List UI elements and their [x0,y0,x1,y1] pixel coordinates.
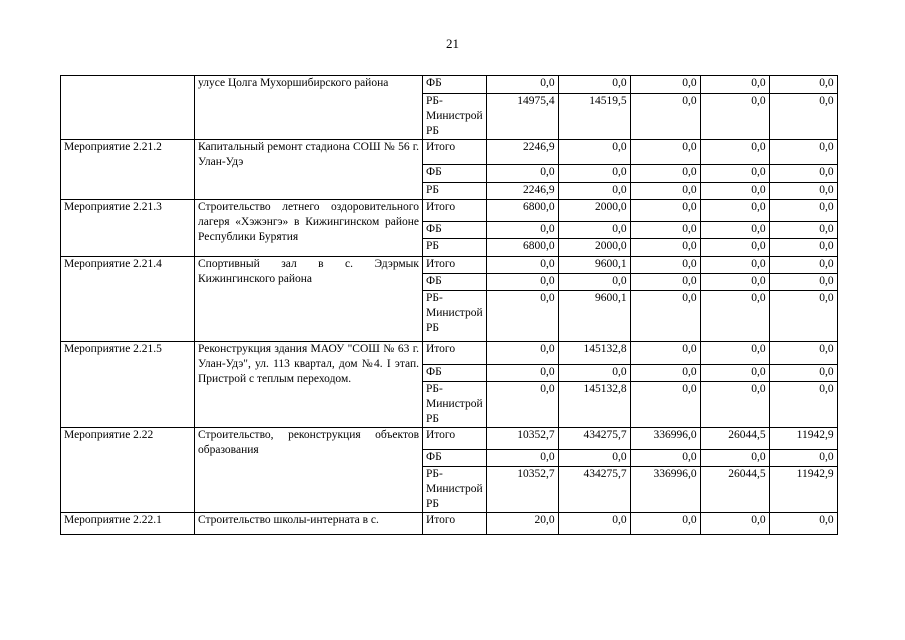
funding-source-cell: ФБ [423,274,487,291]
amount-cell: 2246,9 [486,140,558,165]
funding-source-cell: РБ-Министрой РБ [423,94,487,140]
amount-cell: 0,0 [700,274,769,291]
amount-cell: 0,0 [769,165,837,183]
amount-cell: 0,0 [769,365,837,382]
amount-cell: 0,0 [700,222,769,239]
amount-cell: 0,0 [486,76,558,94]
table-row [61,513,838,535]
amount-cell: 0,0 [486,274,558,291]
amount-cell: 0,0 [769,183,837,200]
amount-cell: 26044,5 [700,467,769,513]
amount-cell: 10352,7 [486,467,558,513]
amount-cell: 0,0 [700,165,769,183]
amount-cell: 0,0 [630,165,700,183]
measure-description-cell: Реконструкция здания МАОУ "СОШ № 63 г. Улан-Удэ", ул. 113 квартал, дом №4. I этап. Пристрой с теплым переходом. [195,342,423,428]
table-row [61,428,838,450]
amount-cell: 0,0 [558,513,630,535]
amount-cell: 14519,5 [558,94,630,140]
funding-source-cell: Итого [423,342,487,365]
amount-cell: 0,0 [769,257,837,274]
funding-source-cell: Итого [423,200,487,222]
measure-id-cell: Мероприятие 2.22 [61,428,195,513]
amount-cell: 6800,0 [486,200,558,222]
amount-cell: 6800,0 [486,239,558,257]
amount-cell: 336996,0 [630,428,700,450]
amount-cell: 0,0 [700,291,769,342]
amount-cell: 0,0 [558,140,630,165]
amount-cell: 434275,7 [558,467,630,513]
amount-cell: 0,0 [769,239,837,257]
amount-cell: 145132,8 [558,342,630,365]
amount-cell: 9600,1 [558,257,630,274]
amount-cell: 0,0 [630,291,700,342]
table-row [61,140,838,165]
amount-cell: 0,0 [769,291,837,342]
amount-cell: 0,0 [700,450,769,467]
funding-source-cell: ФБ [423,165,487,183]
amount-cell: 0,0 [769,382,837,428]
amount-cell: 0,0 [486,450,558,467]
amount-cell: 0,0 [700,382,769,428]
amount-cell: 0,0 [558,183,630,200]
amount-cell: 0,0 [486,257,558,274]
table-row [61,76,838,94]
amount-cell: 0,0 [769,94,837,140]
amount-cell: 0,0 [769,342,837,365]
amount-cell: 0,0 [630,200,700,222]
measure-id-cell: Мероприятие 2.21.3 [61,200,195,257]
measure-description-cell: Строительство летнего оздоровительного лагеря «Хэжэнгэ» в Кижингинском районе Республики Бурятия [195,200,423,257]
funding-source-cell: Итого [423,140,487,165]
amount-cell: 0,0 [486,222,558,239]
amount-cell: 0,0 [769,140,837,165]
funding-source-cell: РБ-Министрой РБ [423,467,487,513]
amount-cell: 10352,7 [486,428,558,450]
table-row [61,257,838,274]
amount-cell: 9600,1 [558,291,630,342]
amount-cell: 2000,0 [558,239,630,257]
amount-cell: 0,0 [769,513,837,535]
amount-cell: 0,0 [700,94,769,140]
amount-cell: 0,0 [630,513,700,535]
amount-cell: 0,0 [700,365,769,382]
amount-cell: 0,0 [558,222,630,239]
amount-cell: 0,0 [700,239,769,257]
amount-cell: 26044,5 [700,428,769,450]
measure-description-cell: Строительство, реконструкция объектов образования [195,428,423,513]
amount-cell: 0,0 [486,365,558,382]
amount-cell: 0,0 [630,94,700,140]
measure-id-cell [61,76,195,140]
amount-cell: 0,0 [700,76,769,94]
funding-source-cell: РБ [423,239,487,257]
amount-cell: 0,0 [630,274,700,291]
amount-cell: 11942,9 [769,428,837,450]
measure-description-cell: Спортивный зал в с. Эдэрмык Кижингинского района [195,257,423,342]
amount-cell: 0,0 [700,257,769,274]
amount-cell: 2000,0 [558,200,630,222]
funding-source-cell: РБ-Министрой РБ [423,291,487,342]
table-row [61,342,838,365]
amount-cell: 336996,0 [630,467,700,513]
funding-source-cell: ФБ [423,450,487,467]
amount-cell: 0,0 [700,342,769,365]
amount-cell: 11942,9 [769,467,837,513]
amount-cell: 145132,8 [558,382,630,428]
funding-source-cell: Итого [423,428,487,450]
measure-description-cell: Капитальный ремонт стадиона СОШ № 56 г. Улан-Удэ [195,140,423,200]
amount-cell: 0,0 [700,183,769,200]
table-row [61,200,838,222]
amount-cell: 0,0 [630,76,700,94]
amount-cell: 0,0 [700,513,769,535]
amount-cell: 0,0 [769,450,837,467]
funding-source-cell: ФБ [423,76,487,94]
page-number: 21 [446,36,459,51]
amount-cell: 2246,9 [486,183,558,200]
amount-cell: 0,0 [630,382,700,428]
measure-id-cell: Мероприятие 2.22.1 [61,513,195,535]
amount-cell: 0,0 [630,183,700,200]
amount-cell: 0,0 [630,239,700,257]
funding-source-cell: Итого [423,513,487,535]
amount-cell: 0,0 [558,76,630,94]
amount-cell: 0,0 [486,165,558,183]
amount-cell: 0,0 [630,450,700,467]
amount-cell: 0,0 [769,274,837,291]
amount-cell: 0,0 [700,200,769,222]
funding-source-cell: РБ-Министрой РБ [423,382,487,428]
funding-source-cell: Итого [423,257,487,274]
amount-cell: 0,0 [769,76,837,94]
amount-cell: 0,0 [630,257,700,274]
amount-cell: 0,0 [486,382,558,428]
amount-cell: 0,0 [486,342,558,365]
amount-cell: 0,0 [700,140,769,165]
amount-cell: 0,0 [486,291,558,342]
amount-cell: 434275,7 [558,428,630,450]
funding-source-cell: РБ [423,183,487,200]
amount-cell: 0,0 [630,222,700,239]
amount-cell: 0,0 [630,365,700,382]
amount-cell: 0,0 [558,274,630,291]
amount-cell: 0,0 [558,365,630,382]
measure-description-cell: улусе Цолга Мухоршибирского района [195,76,423,140]
budget-table [60,75,838,535]
measure-description-cell: Строительство школы-интерната в с. [195,513,423,535]
funding-source-cell: ФБ [423,365,487,382]
amount-cell: 0,0 [558,165,630,183]
amount-cell: 14975,4 [486,94,558,140]
funding-source-cell: ФБ [423,222,487,239]
amount-cell: 20,0 [486,513,558,535]
amount-cell: 0,0 [630,140,700,165]
measure-id-cell: Мероприятие 2.21.2 [61,140,195,200]
amount-cell: 0,0 [769,200,837,222]
measure-id-cell: Мероприятие 2.21.4 [61,257,195,342]
measure-id-cell: Мероприятие 2.21.5 [61,342,195,428]
amount-cell: 0,0 [630,342,700,365]
amount-cell: 0,0 [558,450,630,467]
amount-cell: 0,0 [769,222,837,239]
